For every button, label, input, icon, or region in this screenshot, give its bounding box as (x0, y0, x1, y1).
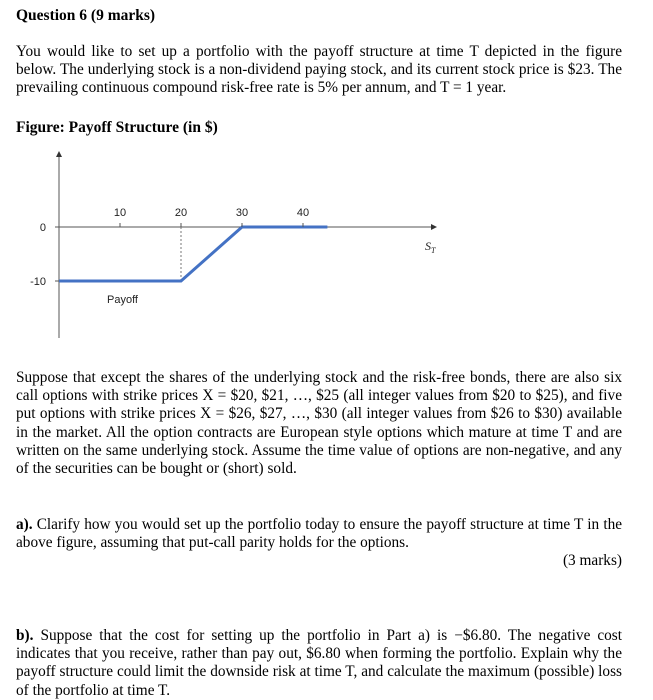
y-tick-label: 0 (39, 222, 46, 234)
x-tick-label: 10 (113, 207, 127, 219)
figure-title: Figure: Payoff Structure (in $) (16, 119, 218, 136)
part-b-label: b). (16, 627, 34, 644)
payoff-line (59, 227, 327, 281)
question-title: Question 6 (9 marks) (16, 7, 156, 24)
payoff-chart (0, 148, 480, 348)
y-tick-label: -10 (30, 276, 46, 288)
x-axis-label-main: S (425, 239, 431, 253)
part-b-text: Suppose that the cost for setting up the portfolio in Part a) is −$6.80. The negative cost indicates that you receive, rather than pay out, $6.80 when forming the portfolio. Explain why the payoff structure could limit the downside risk at time T, and calculate the maximum (possible) loss of the portfolio at time T. (16, 627, 622, 699)
x-tick-label: 20 (174, 207, 188, 219)
x-axis-label (425, 239, 436, 255)
part-a (16, 516, 622, 552)
part-a-marks: (3 marks) (562, 552, 622, 569)
question-intro: You would like to set up a portfolio with the payoff structure at time T depicted in the figure below. The underlying stock is a non-dividend paying stock, and its current stock price is $23. The prevailing continuous compound risk-free rate is 5% per annum, and T = 1 year. (16, 43, 622, 97)
x-tick-label: 40 (296, 207, 310, 219)
x-axis-label-sub: T (431, 246, 436, 255)
x-tick-label: 30 (235, 207, 249, 219)
part-b (16, 627, 622, 700)
part-a-label: a). (16, 516, 33, 533)
part-a-text: Clarify how you would set up the portfolio today to ensure the payoff structure at time T in the above figure, assuming that put-call parity holds for the options. (16, 516, 623, 552)
options-paragraph: Suppose that except the shares of the underlying stock and the risk-free bonds, there are also six call options with strike prices X = $20, $21, …, $25 (all integer values from $20 to $25), and five put options with strike prices X = $26, $27, …, $30 (all integer values from $26 to $30) available in the market. All the option contracts are European style options which mature at time T and are written on the same underlying stock. Assume the time value of options are non-negative, and any of the securities can be bought or (short) sold. (16, 369, 622, 478)
y-axis-label: Payoff (107, 294, 138, 306)
